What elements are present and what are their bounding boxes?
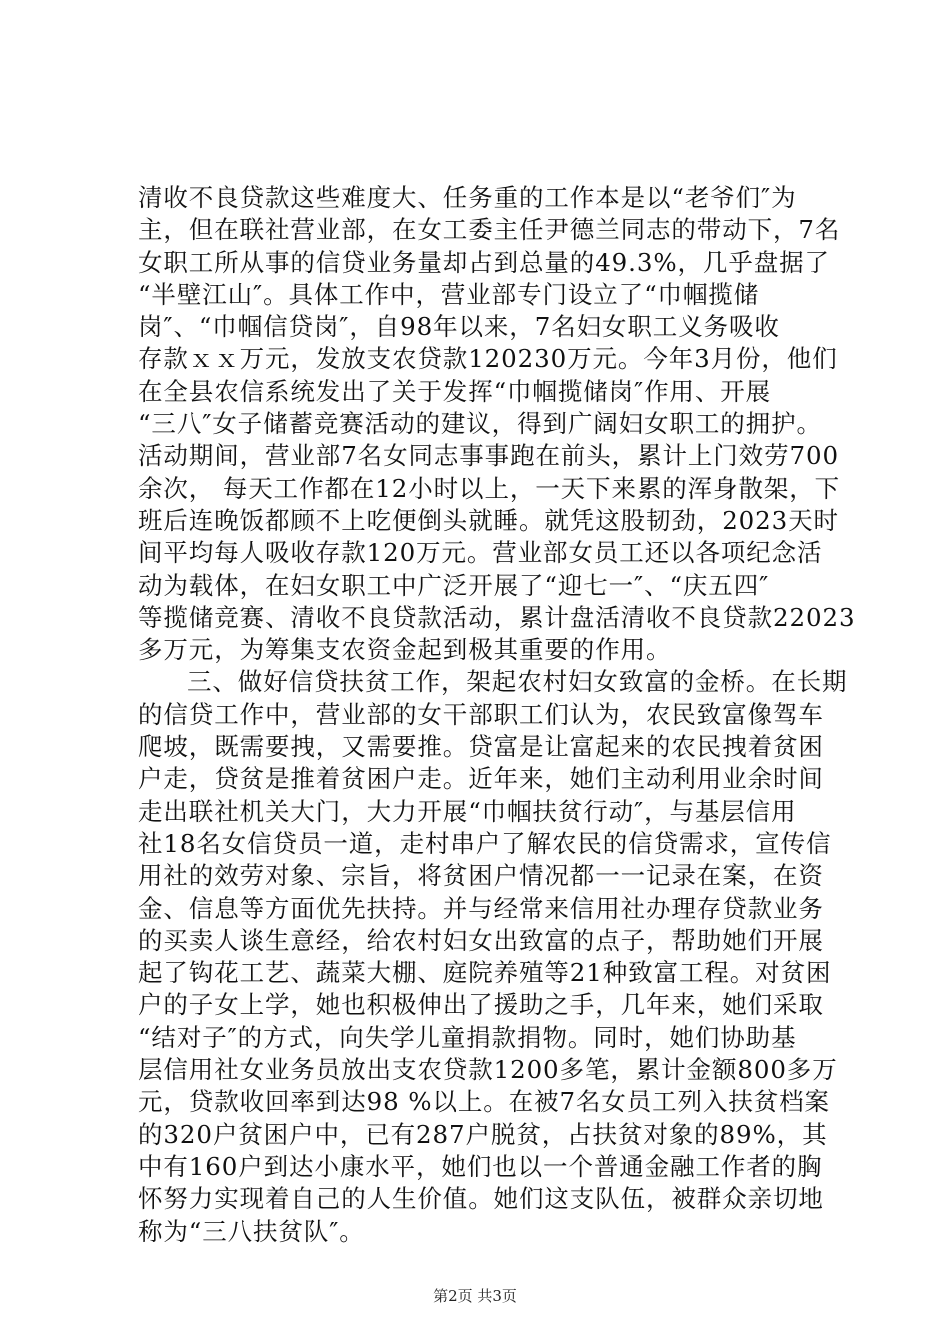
text-line: 称为“三八扶贫队″。 (138, 1216, 365, 1246)
text-line: 元，贷款收回率到达98 %以上。在被7名女员工列入扶贫档案 (138, 1087, 830, 1117)
text-line: 的信贷工作中，营业部的女干部职工们认为，农民致富像驾车 (138, 699, 824, 729)
text-line: 社18名女信贷员一道，走村串户了解农民的信贷需求，宣传信 (138, 828, 832, 858)
text-line: 间平均每人吸收存款120万元。营业部女员工还以各项纪念活 (138, 538, 823, 568)
text-line: 用社的效劳对象、宗旨，将贫困户情况都一一记录在案，在资 (138, 861, 824, 891)
text-line: 多万元，为筹集支农资金起到极其重要的作用。 (138, 635, 672, 665)
text-line: 女职工所从事的信贷业务量却占到总量的49.3%，几乎盘据了 (138, 247, 830, 277)
text-line: 的买卖人谈生意经，给农村妇女出致富的点子，帮助她们开展 (138, 925, 824, 955)
text-line: “三八″女子储蓄竞赛活动的建议，得到广阔妇女职工的拥护。 (138, 409, 822, 439)
text-line: 中有160户到达小康水平，她们也以一个普通金融工作者的胸 (138, 1151, 823, 1181)
text-line: 在全县农信系统发出了关于发挥“巾帼揽储岗″作用、开展 (138, 376, 772, 406)
text-line: 爬坡，既需要拽，又需要推。贷富是让富起来的农民拽着贫困 (138, 732, 824, 762)
text-line: 存款ｘｘ万元，发放支农贷款120230万元。今年3月份，他们 (138, 344, 838, 374)
text-line: 层信用社女业务员放出支农贷款1200多笔，累计金额800多万 (138, 1055, 838, 1085)
text-line: 的320户贫困户中，已有287户脱贫，占扶贫对象的89%，其 (138, 1119, 828, 1149)
text-line: “半壁江山″。具体工作中，营业部专门设立了“巾帼揽储 (138, 279, 760, 309)
section-heading-line: 三、做好信贷扶贫工作，架起农村妇女致富的金桥。在长期 (187, 667, 848, 697)
text-line: 岗″、“巾帼信贷岗″，自98年以来，7名妇女职工义务吸收 (138, 312, 780, 342)
text-line: 起了钩花工艺、蔬菜大棚、庭院养殖等21种致富工程。对贫困 (138, 958, 832, 988)
text-line: 主，但在联社营业部，在女工委主任尹德兰同志的带动下，7名 (138, 215, 841, 245)
text-line: 金、信息等方面优先扶持。并与经常来信用社办理存贷款业务 (138, 893, 824, 923)
text-line: 班后连晚饭都顾不上吃便倒头就睡。就凭这股韧劲，2023天时 (138, 505, 839, 535)
text-line: 户的子女上学，她也积极伸出了援助之手，几年来，她们采取 (138, 990, 824, 1020)
text-line: 怀努力实现着自己的人生价值。她们这支队伍，被群众亲切地 (138, 1184, 824, 1214)
text-line: 走出联社机关大门，大力开展“巾帼扶贫行动″，与基层信用 (138, 796, 797, 826)
page-number-footer: 第2页 共3页 (433, 1287, 517, 1305)
text-line: “结对子″的方式，向失学儿童捐款捐物。同时，她们协助基 (138, 1022, 797, 1052)
text-line: 等揽储竞赛、清收不良贷款活动，累计盘活清收不良贷款22023 (138, 602, 856, 632)
text-line: 活动期间，营业部7名女同志事事跑在前头，累计上门效劳700 (138, 441, 839, 471)
text-line: 动为载体，在妇女职工中广泛开展了“迎七一″、“庆五四″ (138, 570, 770, 600)
text-line: 清收不良贷款这些难度大、任务重的工作本是以“老爷们″为 (138, 183, 797, 212)
text-line: 余次， 每天工作都在12小时以上，一天下来累的浑身散架，下 (138, 473, 841, 503)
document-body (138, 182, 856, 1248)
text-line: 户走，贷贫是推着贫困户走。近年来，她们主动利用业余时间 (138, 764, 824, 794)
